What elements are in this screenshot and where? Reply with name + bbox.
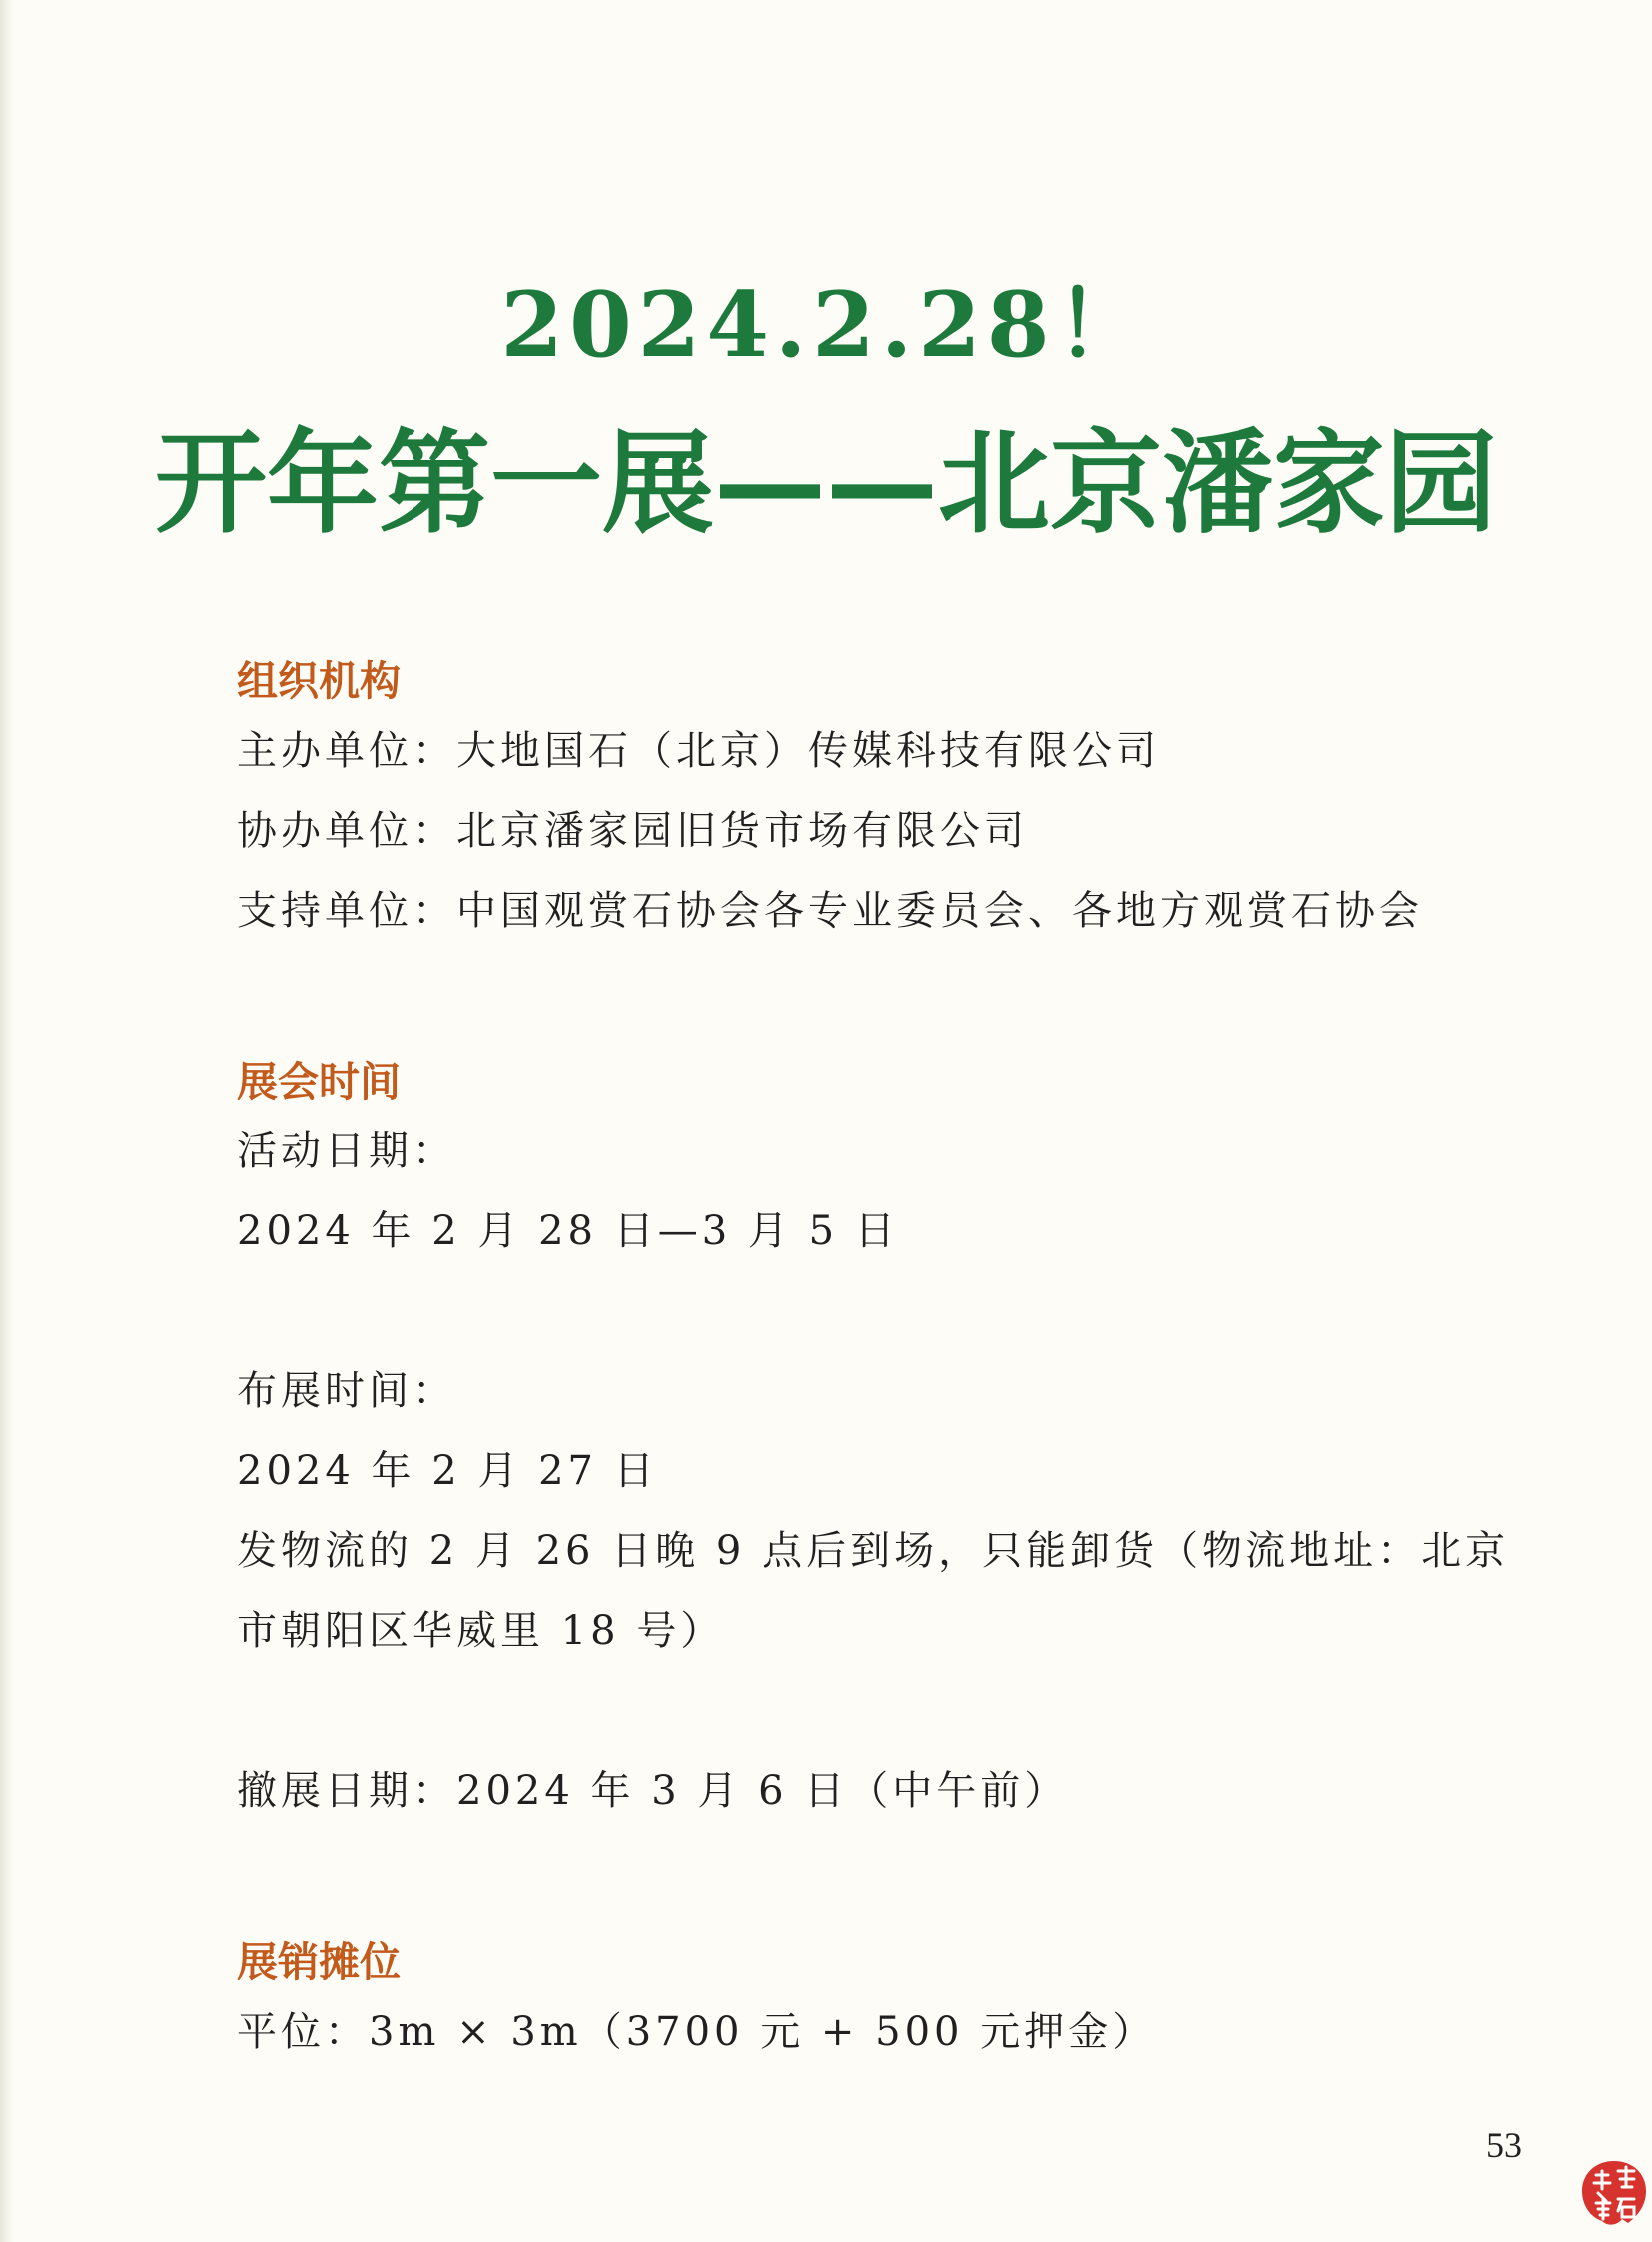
heading-schedule: 展会时间 <box>237 1058 401 1106</box>
setup-time-label: 布展时间： <box>237 1368 456 1414</box>
activity-date-label: 活动日期： <box>237 1128 456 1174</box>
title-main: 开年第一展——北京潘家园 <box>155 419 1497 549</box>
section-booth <box>237 1932 1475 2072</box>
title-date: 2024.2.28！ <box>500 272 1152 377</box>
spacer <box>237 1671 1475 1751</box>
setup-time-value: 2024 年 2 月 27 日 <box>237 1448 658 1494</box>
organizer-line: 主办单位：大地国石（北京）传媒科技有限公司 <box>237 728 1160 774</box>
flat-booth-line: 平位：3m × 3m（3700 元 + 500 元押金） <box>237 2009 1157 2055</box>
seal-logo-icon <box>1578 2157 1650 2229</box>
logistics-line-2: 市朝阳区华威里 18 号） <box>237 1608 725 1654</box>
supporter-line: 支持单位：中国观赏石协会各专业委员会、各地方观赏石协会 <box>237 888 1423 934</box>
activity-date-value: 2024 年 2 月 28 日—3 月 5 日 <box>237 1208 899 1254</box>
section-schedule <box>237 1052 1510 1831</box>
heading-booth: 展销摊位 <box>237 1938 401 1986</box>
co-organizer-line: 协办单位：北京潘家园旧货市场有限公司 <box>237 808 1028 854</box>
heading-organization: 组织机构 <box>237 657 401 705</box>
logistics-line-1: 发物流的 2 月 26 日晚 9 点后到场，只能卸货（物流地址：北京 <box>237 1528 1510 1574</box>
section-organization <box>237 651 1475 951</box>
teardown-date: 撤展日期：2024 年 3 月 6 日（中午前） <box>237 1768 1069 1814</box>
spacer <box>237 1271 1475 1351</box>
page-number: 53 <box>1486 2125 1522 2165</box>
